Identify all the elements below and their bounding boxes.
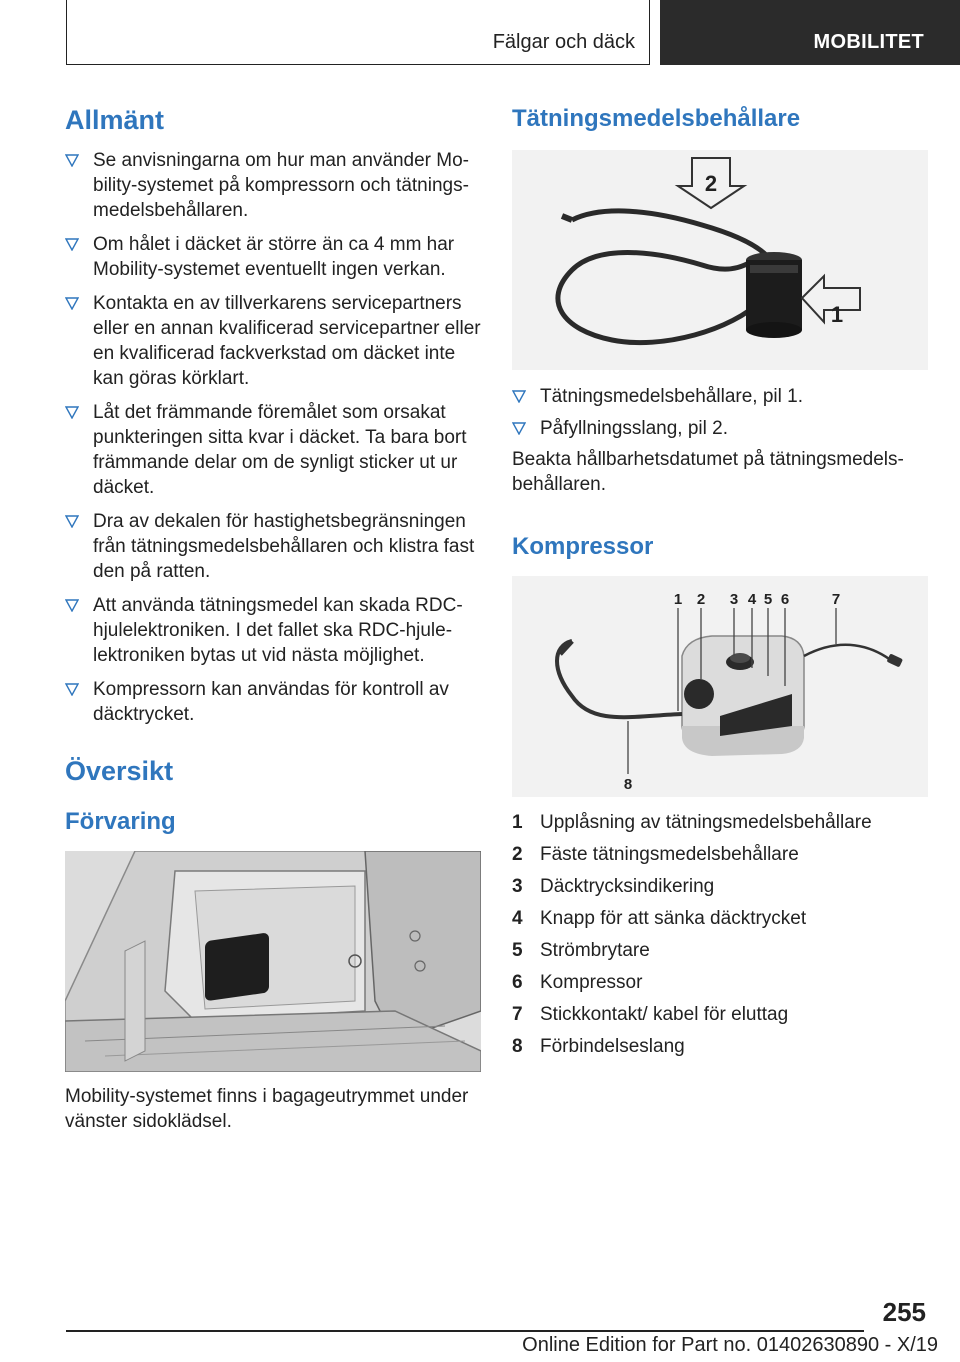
part-item xyxy=(512,871,928,903)
list-item xyxy=(512,384,928,409)
part-item xyxy=(512,839,928,871)
heading-general: Allmänt xyxy=(65,105,165,135)
list-item-text: Se anvisningarna om hur man använder Mo- bility-systemet på kompressorn och tätnings- medelsbehållaren. xyxy=(93,150,469,222)
sealant-container-illustration xyxy=(512,150,928,370)
callout-2: 2 xyxy=(704,170,718,196)
bullet-triangle-icon xyxy=(65,238,79,251)
part-number: 2 xyxy=(512,843,523,865)
part-label: Knapp för att sänka däcktrycket xyxy=(540,907,807,929)
callout-comp-1: 1 xyxy=(673,590,683,608)
callout-comp-8: 8 xyxy=(623,775,633,793)
list-item xyxy=(65,593,481,668)
chapter-tab xyxy=(660,0,960,65)
callout-comp-4: 4 xyxy=(747,590,757,608)
right-column xyxy=(512,100,928,1063)
part-item xyxy=(512,1031,928,1063)
page-header xyxy=(0,0,960,66)
list-item xyxy=(65,677,481,727)
part-item xyxy=(512,935,928,967)
general-list xyxy=(65,148,481,727)
list-item xyxy=(512,416,928,441)
heading-container: Tätningsmedelsbehållare xyxy=(512,105,801,132)
list-item-text: Påfyllningsslang, pil 2. xyxy=(540,417,728,439)
container-note: Beakta hållbarhetsdatumet på tätningsmedels- behållaren. xyxy=(512,448,904,495)
bullet-triangle-icon xyxy=(65,297,79,310)
part-item xyxy=(512,967,928,999)
heading-compressor: Kompressor xyxy=(512,532,654,560)
part-number: 3 xyxy=(512,875,523,897)
list-item xyxy=(65,509,481,584)
callout-comp-5: 5 xyxy=(763,590,773,608)
part-number: 5 xyxy=(512,939,523,961)
footer-divider xyxy=(66,1330,864,1332)
bullet-triangle-icon xyxy=(65,515,79,528)
left-column xyxy=(65,100,481,1134)
part-label: Förbindelseslang xyxy=(540,1035,685,1057)
list-item xyxy=(65,291,481,391)
list-item-text: Om hålet i däcket är större än ca 4 mm har Mobility-systemet eventuellt ingen verkan. xyxy=(93,234,455,281)
callout-comp-3: 3 xyxy=(729,590,739,608)
list-item xyxy=(65,400,481,500)
trunk-illustration xyxy=(65,851,481,1072)
bullet-triangle-icon xyxy=(65,599,79,612)
part-label: Upplåsning av tätningsmedelsbehållare xyxy=(540,811,872,833)
compressor-illustration xyxy=(512,576,928,797)
container-list xyxy=(512,384,928,441)
part-label: Kompressor xyxy=(540,971,643,993)
callout-comp-6: 6 xyxy=(780,590,790,608)
part-item xyxy=(512,903,928,935)
storage-text: Mobility-systemet finns i bagageutrymmet under vänster sidoklädsel. xyxy=(65,1085,469,1132)
part-label: Stickkontakt/ kabel för eluttag xyxy=(540,1003,789,1025)
list-item xyxy=(65,232,481,282)
list-item-text: Låt det främmande föremålet som orsakat punkteringen sitta kvar i däcket. Ta bara bort främmande delar om de synligt sticker ut ur däcket. xyxy=(93,402,467,499)
section-title: Fälgar och däck xyxy=(492,31,635,53)
part-item xyxy=(512,999,928,1031)
part-number: 7 xyxy=(512,1003,523,1025)
list-item-text: Att använda tätningsmedel kan skada RDC- hjulelektroniken. I det fallet ska RDC-hjule- lektroniken bytas ut vid nästa möjlighet. xyxy=(93,595,463,667)
chapter-title: MOBILITET xyxy=(813,31,924,53)
part-number: 4 xyxy=(512,907,523,929)
bullet-triangle-icon xyxy=(512,390,526,403)
list-item-text: Dra av dekalen för hastighetsbegränsningen från tätningsmedelsbehållaren och klistra fast den på ratten. xyxy=(93,511,475,583)
part-number: 1 xyxy=(512,811,523,833)
list-item-text: Tätningsmedelsbehållare, pil 1. xyxy=(540,385,803,407)
part-number: 8 xyxy=(512,1035,523,1057)
heading-storage: Förvaring xyxy=(65,807,176,835)
callout-comp-2: 2 xyxy=(696,590,706,608)
part-number: 6 xyxy=(512,971,523,993)
compressor-parts-list xyxy=(512,807,928,1063)
bullet-triangle-icon xyxy=(65,406,79,419)
list-item-text: Kompressorn kan användas för kontroll av däcktrycket. xyxy=(93,679,449,726)
callout-1: 1 xyxy=(830,301,844,327)
bullet-triangle-icon xyxy=(512,422,526,435)
heading-overview: Översikt xyxy=(65,756,174,787)
part-label: Däcktrycksindikering xyxy=(540,875,715,897)
bullet-triangle-icon xyxy=(65,683,79,696)
list-item-text: Kontakta en av tillverkarens servicepartners eller en annan kvalificerad servicepartner eller en kvalificerad fackverkstad om däcket inte kan göras körklart. xyxy=(93,293,481,390)
list-item xyxy=(65,148,481,223)
bullet-triangle-icon xyxy=(65,154,79,167)
section-tab xyxy=(66,0,650,65)
part-label: Fäste tätningsmedelsbehållare xyxy=(540,843,799,865)
part-item xyxy=(512,807,928,839)
part-label: Strömbrytare xyxy=(540,939,650,961)
edition-text: Online Edition for Part no. 01402630890 - X/19 xyxy=(522,1334,938,1356)
callout-comp-7: 7 xyxy=(831,590,841,608)
page-number: 255 xyxy=(882,1297,926,1327)
